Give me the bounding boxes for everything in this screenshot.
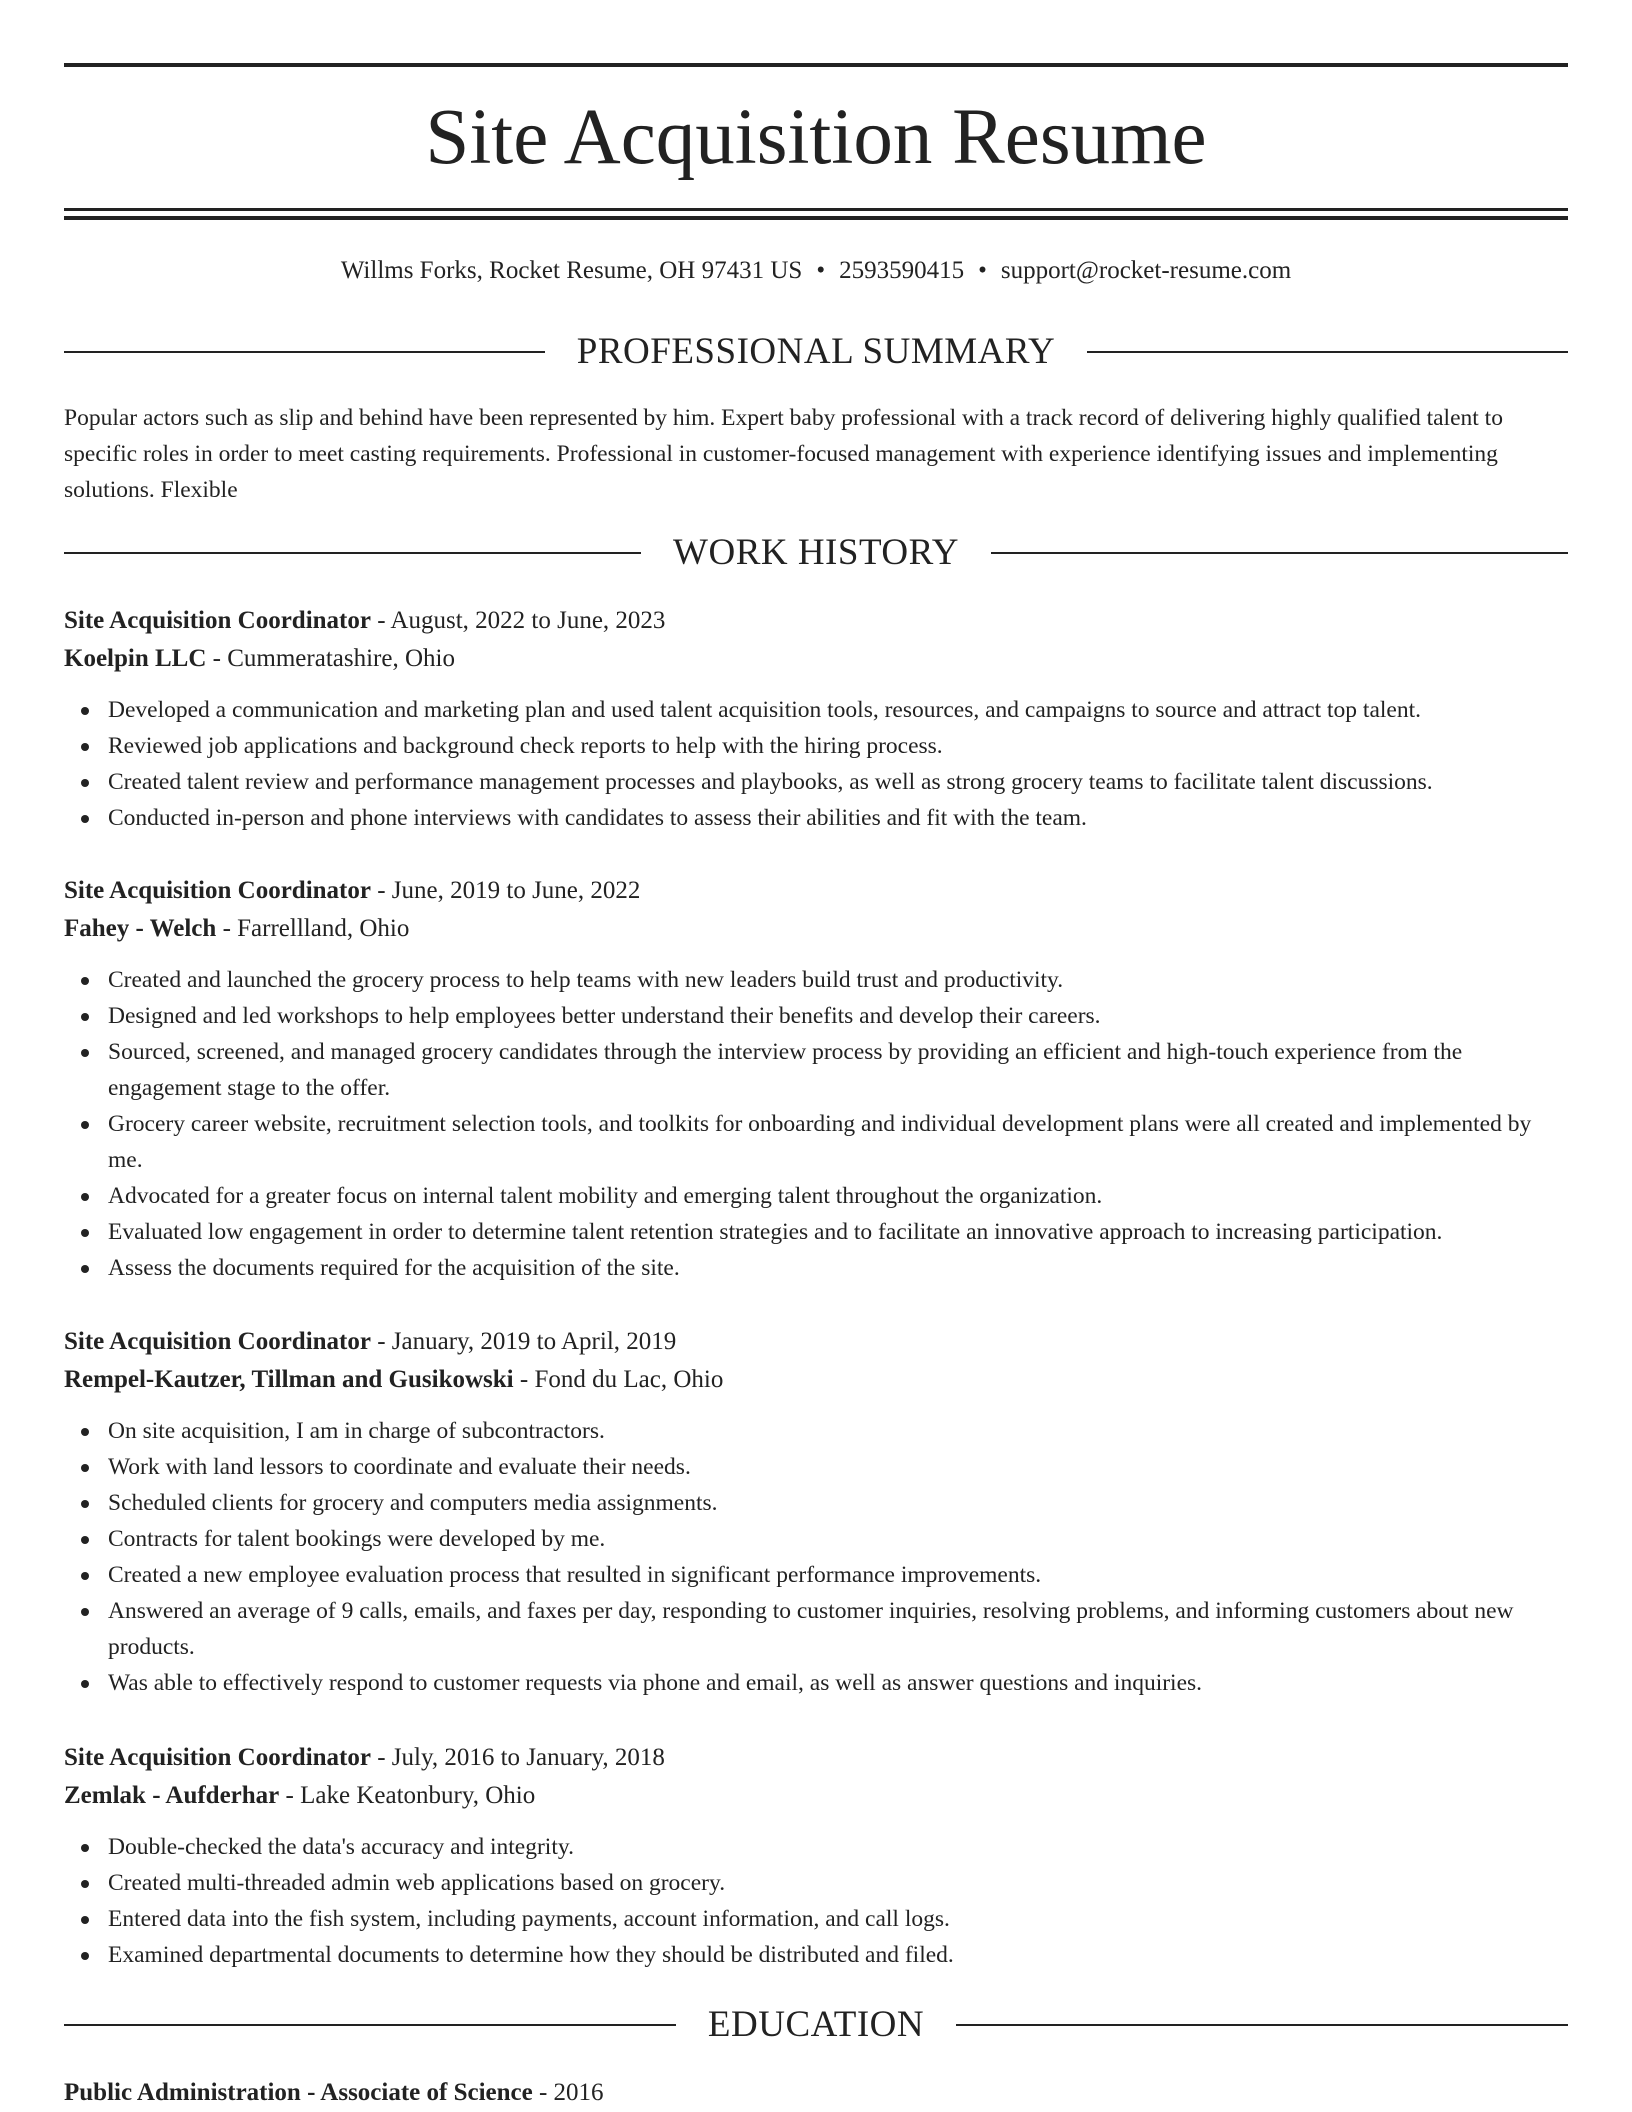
job-bullet-text: Was able to effectively respond to customer requests via phone and email, as well as answer questions and inquiries. [108,1670,1203,1696]
job-bullet [108,1485,1568,1521]
job-bullet [108,1413,1568,1449]
job-location: - Lake Keatonbury, Ohio [279,1782,536,1809]
job-bullet [108,1593,1568,1665]
job-bullet [108,764,1568,800]
job-bullets [64,1413,1568,1701]
job-title-line [64,1323,1568,1361]
job-bullet [108,1829,1568,1865]
section-header-summary [64,330,1568,374]
job-bullet [108,1665,1568,1701]
job-bullet [108,1521,1568,1557]
job-bullet-text: Conducted in-person and phone interviews with candidates to assess their abilities and fit with the team. [108,805,1087,831]
job-bullet-text: Designed and led workshops to help employees better understand their benefits and develop their careers. [108,1003,1101,1029]
bullet-icon [81,1536,89,1544]
job-entry [64,872,1568,1286]
job-bullet [108,1449,1568,1485]
section-title-education: EDUCATION [707,2004,925,2045]
bullet-icon [81,1464,89,1472]
job-title: Site Acquisition Coordinator [64,607,371,634]
job-bullet [108,1937,1568,1973]
job-bullets [64,962,1568,1286]
job-location: - Farrellland, Ohio [216,915,410,942]
job-bullet-text: Answered an average of 9 calls, emails, and faxes per day, responding to customer inquiries, resolving problems, and informing customers about new products. [108,1598,1514,1660]
job-bullet [108,1865,1568,1901]
section-rule-right [956,2024,1568,2026]
job-bullet-text: Advocated for a greater focus on internal talent mobility and emerging talent throughout the organization. [108,1183,1103,1209]
job-dates: - January, 2019 to April, 2019 [370,1328,677,1355]
job-bullet [108,1034,1568,1106]
education-degree: Public Administration - Associate of Science [64,2079,533,2106]
job-entry [64,1739,1568,1973]
bullet-icon [81,779,89,787]
section-header-education [64,2003,1568,2047]
job-company: Rempel-Kautzer, Tillman and Gusikowski [64,1366,514,1393]
job-bullet-text: Sourced, screened, and managed grocery candidates through the interview process by providing an efficient and high-touch experience from the engagement stage to the offer. [108,1039,1463,1101]
title-rule-lower [64,216,1568,220]
summary-text: Popular actors such as slip and behind have been represented by him. Expert baby professional with a track record of delivering highly qualified talent to specific roles in order to meet casting requirements. Professional in customer-focused management with experience identifying issues and implementing solutions. Flexible [64,405,1503,503]
section-header-work [64,531,1568,575]
job-bullets [64,692,1568,836]
bullet-icon [81,743,89,751]
contact-phone: 2593590415 [839,257,965,284]
bullet-icon [81,1680,89,1688]
job-bullet-text: Double-checked the data's accuracy and integrity. [108,1834,574,1860]
contact-email: support@rocket-resume.com [1000,257,1292,284]
contact-separator: • [816,257,826,284]
section-rule-left [64,552,641,554]
job-company-line [64,1361,1568,1399]
bullet-icon [81,1916,89,1924]
top-rule [64,63,1568,67]
job-bullet-text: Contracts for talent bookings were developed by me. [108,1526,606,1552]
contact-address: Willms Forks, Rocket Resume, OH 97431 US [340,257,803,284]
job-dates: - June, 2019 to June, 2022 [370,877,641,904]
job-bullets [64,1829,1568,1973]
section-title-work: WORK HISTORY [673,532,959,573]
job-bullet [108,692,1568,728]
job-bullet-text: Created and launched the grocery process to help teams with new leaders build trust and productivity. [108,967,1064,993]
job-title-line [64,872,1568,910]
job-bullet [108,998,1568,1034]
job-location: - Fond du Lac, Ohio [513,1366,724,1393]
bullet-icon [81,1193,89,1201]
job-dates: - August, 2022 to June, 2023 [370,607,666,634]
job-bullet-text: Created multi-threaded admin web applications based on grocery. [108,1870,726,1896]
bullet-icon [81,815,89,823]
job-bullet-text: On site acquisition, I am in charge of subcontractors. [108,1418,605,1444]
job-bullet [108,962,1568,998]
job-entry [64,602,1568,836]
job-title: Site Acquisition Coordinator [64,1328,371,1355]
bullet-icon [81,1952,89,1960]
contact-separator: • [978,257,987,284]
bullet-icon [81,1880,89,1888]
job-company-line [64,1777,1568,1815]
job-bullet-text: Grocery career website, recruitment selection tools, and toolkits for onboarding and individual development plans were all created and implemented by me. [108,1111,1532,1173]
section-rule-left [64,351,545,353]
education-year: - 2016 [532,2079,604,2106]
job-bullet-text: Reviewed job applications and background check reports to help with the hiring process. [108,733,943,759]
contact-line [64,254,1568,288]
section-title-summary: PROFESSIONAL SUMMARY [576,331,1056,372]
section-rule-right [1087,351,1568,353]
job-bullet-text: Created a new employee evaluation process that resulted in significant performance improvements. [108,1562,1042,1588]
bullet-icon [81,1572,89,1580]
job-bullet-text: Entered data into the fish system, including payments, account information, and call logs. [108,1906,950,1932]
education-entry [64,2074,1568,2112]
job-company-line [64,910,1568,948]
job-company: Koelpin LLC [64,645,207,672]
job-bullet-text: Work with land lessors to coordinate and evaluate their needs. [108,1454,691,1480]
job-bullet-text: Created talent review and performance management processes and playbooks, as well as strong grocery teams to facilitate talent discussions. [108,769,1433,795]
job-bullet [108,1557,1568,1593]
job-company: Fahey - Welch [64,915,217,942]
bullet-icon [81,1844,89,1852]
job-bullet [108,1106,1568,1178]
job-bullet-text: Developed a communication and marketing plan and used talent acquisition tools, resources, and campaigns to source and attract top talent. [108,697,1421,723]
section-rule-right [991,552,1568,554]
bullet-icon [81,977,89,985]
bullet-icon [81,1049,89,1057]
job-bullet [108,1178,1568,1214]
bullet-icon [81,707,89,715]
job-dates: - July, 2016 to January, 2018 [370,1744,665,1771]
job-location: - Cummeratashire, Ohio [206,645,455,672]
resume-title: Site Acquisition Resume [425,94,1207,181]
job-title-line [64,602,1568,640]
bullet-icon [81,1428,89,1436]
job-entry [64,1323,1568,1701]
job-bullet-text: Examined departmental documents to determine how they should be distributed and filed. [108,1942,954,1968]
bullet-icon [81,1229,89,1237]
job-bullet-text: Assess the documents required for the acquisition of the site. [108,1255,680,1281]
job-company-line [64,640,1568,678]
bullet-icon [81,1500,89,1508]
bullet-icon [81,1265,89,1273]
bullet-icon [81,1013,89,1021]
job-bullet [108,728,1568,764]
job-bullet [108,1250,1568,1286]
job-company: Zemlak - Aufderhar [64,1782,280,1809]
bullet-icon [81,1121,89,1129]
title-rule-upper [64,208,1568,211]
section-rule-left [64,2024,676,2026]
job-bullet-text: Scheduled clients for grocery and computers media assignments. [108,1490,718,1516]
bullet-icon [81,1608,89,1616]
job-bullet [108,1901,1568,1937]
job-bullet [108,800,1568,836]
job-bullet [108,1214,1568,1250]
job-bullet-text: Evaluated low engagement in order to determine talent retention strategies and to facilitate an innovative approach to increasing participation. [108,1219,1443,1245]
job-title: Site Acquisition Coordinator [64,1744,371,1771]
job-title-line [64,1739,1568,1777]
job-title: Site Acquisition Coordinator [64,877,371,904]
